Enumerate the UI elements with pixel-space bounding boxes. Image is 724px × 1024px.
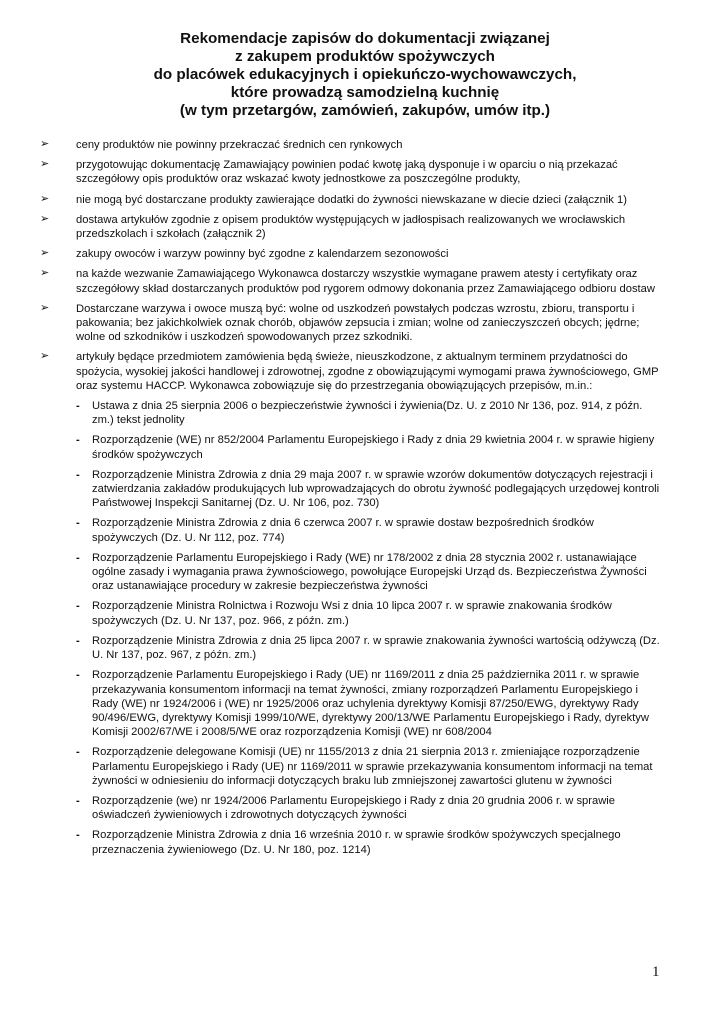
dash-bullet: - [76,434,80,447]
regulation-item [76,634,660,662]
dash-bullet: - [76,794,80,807]
arrow-bullet-icon: ➢ [40,266,50,280]
arrow-bullet-icon: ➢ [40,191,50,205]
arrow-bullet-icon: ➢ [40,157,50,171]
regulation-item [76,433,660,461]
regulation-item [76,516,660,544]
dash-bullet: - [76,551,80,564]
regulation-text: Rozporządzenie delegowane Komisji (UE) nr 1155/2013 z dnia 21 sierpnia 2013 r. zmieniające rozporządzenie Parlamentu Europejskiego i Rady (UE) nr 1169/2011 w sprawie przekazywania konsumentom informacji na temat żywności w odniesieniu do informacji dotyczących braku lub zmniejszonej zawartości glutenu w żywności [92,746,653,787]
list-item-text: Dostarczane warzywa i owoce muszą być: wolne od uszkodzeń powstałych podczas wzrostu, zbioru, transportu i pakowania; bez jakichkolwiek oznak chorób, objawów zepsucia i zmian; wolne od zanieczyszczeń obcych; jędrne; wolne od szkodników i uszkodzeń spowodowanych przez szkodniki. [76,302,640,344]
dash-bullet: - [76,669,80,682]
arrow-bullet-icon: ➢ [40,300,50,314]
regulation-text: Rozporządzenie Ministra Zdrowia z dnia 29 maja 2007 r. w sprawie wzorów dokumentów dotyczących rejestracji i zatwierdzania zakładów produkujących lub wprowadzających do obrotu żywność podlegających urzędowej kontroli Państwowej Inspekcji Sanitarnej (Dz. U. Nr 106, poz. 730) [92,468,660,510]
regulation-item [76,828,660,856]
regulation-item [76,468,660,511]
regulations-list [76,399,660,857]
title-line: (w tym przetargów, zamówień, zakupów, umów itp.) [179,102,551,119]
document-title [70,30,660,120]
list-item [40,193,660,207]
regulation-text: Rozporządzenie Parlamentu Europejskiego i Rady (WE) nr 178/2002 z dnia 28 stycznia 2002 r. ustanawiające ogólne zasady i wymagania prawa żywnościowego, powołujące Europejski Urząd ds. Bezpieczeństwa Żywności oraz ustanawiające procedury w zakresie bezpieczeństwa żywności [92,551,647,593]
regulation-text: Rozporządzenie Ministra Zdrowia z dnia 16 września 2010 r. w sprawie środków spożywczych specjalnego przeznaczenia żywieniowego (Dz. U. Nr 180, poz. 1214) [92,829,621,856]
regulation-text: Rozporządzenie (we) nr 1924/2006 Parlamentu Europejskiego i Rady z dnia 20 grudnia 2006 r. w sprawie oświadczeń żywieniowych i zdrowotnych dotyczących żywności [92,794,616,822]
list-item-text: na każde wezwanie Zamawiającego Wykonawca dostarczy wszystkie wymagane prawem atesty i certyfikaty oraz szczegółowy skład dostarczanych produktów pod rygorem odmowy dokonania przez Zamawiającego odbioru dostaw [76,268,655,295]
arrow-bullet-icon: ➢ [40,137,50,150]
list-item [40,350,660,856]
regulation-item [76,794,660,822]
list-item [40,267,660,295]
title-line: z zakupem produktów spożywczych [235,48,495,65]
dash-bullet: - [76,517,80,530]
list-item [40,158,660,186]
title-line: które prowadzą samodzielną kuchnię [230,84,500,101]
list-item-text: zakupy owoców i warzyw powinny być zgodne z kalendarzem sezonowości [76,248,449,261]
dash-bullet: - [76,746,80,759]
dash-bullet: - [76,468,80,481]
list-item-text: przygotowując dokumentację Zamawiający powinien podać kwotę jaką dysponuje i w oparciu o nią przekazać szczegółowy opis produktów oraz wskazać kwoty jednostkowe za poszczególne produkty, [76,159,618,186]
list-item [40,138,660,152]
regulation-text: Rozporządzenie Ministra Zdrowia z dnia 25 lipca 2007 r. w sprawie znakowania żywności wartością odżywczą (Dz. U. Nr 137, poz. 967, z późn. zm.) [92,634,660,662]
list-item-text: dostawa artykułów zgodnie z opisem produktów występujących w jadłospisach realizowanych we wrocławskich przedszkolach i szkołach (załącznik 2) [76,213,626,241]
regulation-text: Ustawa z dnia 25 sierpnia 2006 o bezpieczeństwie żywności i żywienia(Dz. U. z 2010 Nr 136, poz. 914, z późn. zm.) tekst jednolity [92,400,643,427]
list-item-text: nie mogą być dostarczane produkty zawierające dodatki do żywności niewskazane w diecie dzieci (załącznik 1) [76,193,627,206]
list-item [40,302,660,345]
regulation-text: Rozporządzenie Ministra Rolnictwa i Rozwoju Wsi z dnia 10 lipca 2007 r. w sprawie znakowania środków spożywczych (Dz. U. Nr 137, poz. 966, z późn. zm.) [92,600,612,627]
dash-bullet: - [76,829,80,842]
dash-bullet: - [76,634,80,647]
title-line: Rekomendacje zapisów do dokumentacji związanej [180,30,550,47]
arrow-bullet-icon: ➢ [40,246,50,260]
regulation-item [76,551,660,594]
regulation-text: Rozporządzenie Ministra Zdrowia z dnia 6 czerwca 2007 r. w sprawie dostaw bezpośrednich środków spożywczych (Dz. U. Nr 112, poz. 774) [92,517,594,544]
list-item-text: artykuły będące przedmiotem zamówienia będą świeże, nieuszkodzone, z aktualnym terminem przydatności do spożycia, wysokiej jakości handlowej i zdrowotnej, zgodne z obowiązującymi wymogami prawa żywnościowego, GMP oraz systemu HACCP. Wykonawca zobowiązuje się do przestrzegania obowiązujących przepisów, m.in.: [76,351,659,392]
arrow-bullet-icon: ➢ [40,211,50,225]
regulation-item [76,745,660,788]
regulation-text: Rozporządzenie (WE) nr 852/2004 Parlamentu Europejskiego i Rady z dnia 29 kwietnia 2004 r. w sprawie higieny środków spożywczych [92,434,655,461]
page-number: 1 [652,964,660,980]
list-item-text: ceny produktów nie powinny przekraczać średnich cen rynkowych [76,139,403,151]
regulation-item [76,668,660,739]
recommendation-list [40,138,660,857]
list-item [40,247,660,261]
regulation-item [76,399,660,427]
dash-bullet: - [76,400,80,413]
arrow-bullet-icon: ➢ [40,349,50,363]
title-line: do placówek edukacyjnych i opiekuńczo-wychowawczych, [153,66,577,83]
dash-bullet: - [76,600,80,613]
list-item [40,213,660,241]
regulation-text: Rozporządzenie Parlamentu Europejskiego i Rady (UE) nr 1169/2011 z dnia 25 października 2011 r. w sprawie przekazywania konsumentom informacji na temat żywności, zmiany rozporządzeń Parlamentu Europejskiego i Rady (WE) nr 1924/2006 i (WE) nr 1925/2006 oraz uchylenia dyrektywy Komisji 87/250/EWG, dyrektywy Rady 90/496/EWG, dyrektywy Komisji 1999/10/WE, dyrektywy 200/13/WE Parlamentu Europejskiego i Rady, dyrektyw Komisji 2002/67/WE i 2008/5/WE oraz rozporządzenia Komisji (WE) nr 608/2004 [92,669,649,739]
regulation-item [76,599,660,627]
